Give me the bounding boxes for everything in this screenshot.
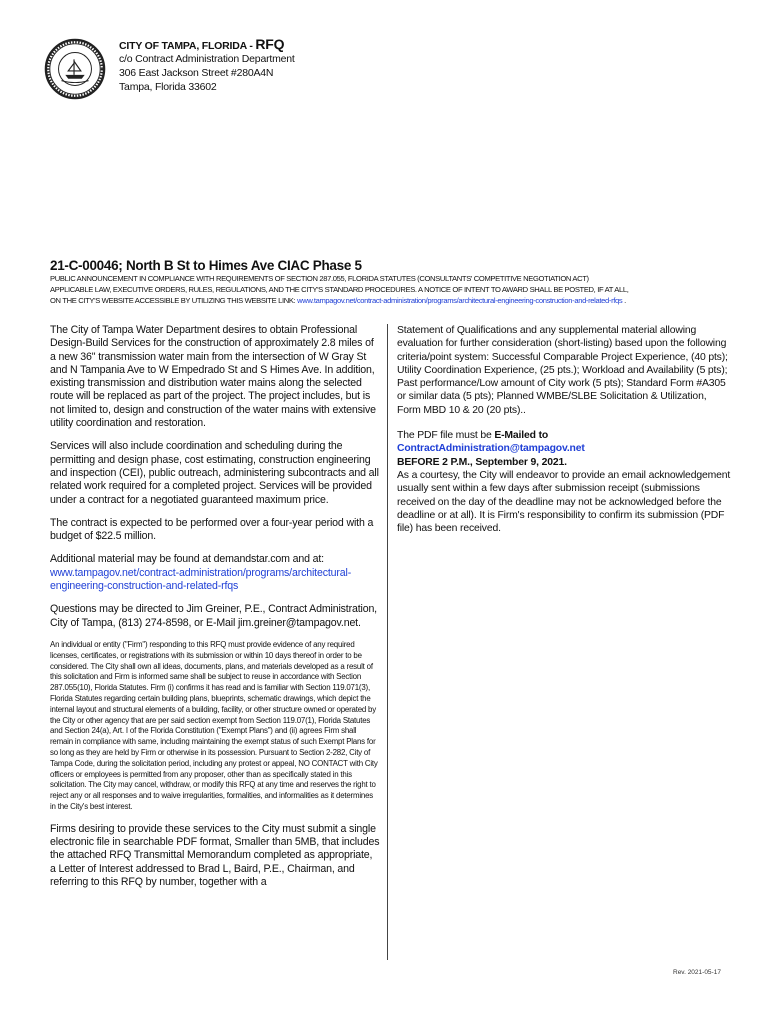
submission-email-link[interactable]: ContractAdministration@tampagov.net [397,443,585,455]
additional-material [50,553,380,593]
announcement-line3-prefix: ON THE CITY'S WEBSITE ACCESSIBLE BY UTILIZING THIS WEBSITE LINK: [50,296,298,305]
questions-contact: Questions may be directed to Jim Greiner, P.E., Contract Administration, City of Tampa, (813) 274-8598, or E-Mail jim.greiner@tampagov.net. [50,603,377,629]
left-column [50,324,380,899]
email-intro-bold: E-Mailed to [494,430,549,442]
revision-date: Rev. 2021-05-17 [673,969,721,976]
courtesy-note: As a courtesy, the City will endeavor to provide an email acknowledgement usually sent within a few days after submission receipt (submissions received on the day of the deadline may not be acknowledged before the deadline or at all). It is Firm's responsibility to confirm its submission (PDF file) has been received. [397,469,731,535]
announcement-website-link[interactable]: www.tampagov.net/contract-administration/programs/architectural-engineering-construction-and-related-rfqs [297,296,623,305]
submission-deadline: BEFORE 2 P.M., September 9, 2021. [397,456,567,468]
document-title: 21-C-00046; North B St to Himes Ave CIAC Phase 5 [50,258,362,273]
column-divider [387,324,388,960]
additional-material-text: Additional material may be found at demandstar.com and at: [50,553,324,566]
header-rfq: RFQ [255,36,285,52]
header-city-name: CITY OF TAMPA, FLORIDA - [119,40,256,52]
announcement-line2: APPLICABLE LAW, EXECUTIVE ORDERS, RULES, REGULATIONS, AND THE CITY'S STANDARD PROCEDURES. A NOTICE OF INTENT TO AWARD SHALL BE POSTED, IF AT ALL, [50,285,629,294]
legal-notice: An individual or entity ("Firm") responding to this RFQ must provide evidence of any required licenses, certificates, or registrations with its submission or within 10 days thereof in order to be considered. The City shall own all ideas, documents, plans, and materials developed as a result of this solicitation and Firm is informed same shall be subject to reuse in accordance with Section 287.055(10), Florida Statutes. Firm (i) confirms it has read and is familiar with Section 119.071(3), Florida Statutes regarding certain building plans, blueprints, schematic drawings, which depict the internal layout and structural elements of a building, facility, or other structure owned or operated by the City or other agency that are per said section exempt from Section 119.07(1), Florida Statutes and Section 24(a), Art. I of the Florida Constitution ("Exempt Plans") and (ii) agrees Firm shall remain in compliance with same, including maintaining the exempt status of such Exempt Plans for so long as they are held by Firm or otherwise in its possession. Pursuant to Section 2-282, City of Tampa Code, during the solicitation period, including any protest or appeal, NO CONTACT with City officers or employees is permitted from any proposer, other than as specifically stated in this solicitation. The City may cancel, withdraw, or modify this RFQ at any time and reserves the right to reject any or all responses and to waive irregularities, formalities, and informalities as it determines in the City's best interest. [50,639,378,811]
announcement-line3-suffix: . [622,296,626,305]
email-intro: The PDF file must be [397,430,495,442]
right-column [397,324,732,545]
services-description: Services will also include coordination and scheduling during the permitting and design phase, cost estimating, construction engineering and inspection (CEI), public outreach, administering subcontracts and all related work required for a completed project. Services will be provided under a contract for a negotiated guaranteed maximum price. [50,440,379,506]
announcement-line3 [50,295,740,306]
public-announcement [50,273,740,306]
header-address-line1: c/o Contract Administration Department [119,53,295,65]
additional-material-link[interactable]: www.tampagov.net/contract-administration/programs/architectural-engineering-construction-and-related-rfqs [50,566,352,593]
submission-instructions: Firms desiring to provide these services to the City must submit a single electronic file in searchable PDF format, Smaller than 5MB, that includes the attached RFQ Transmittal Memorandum completed as appropriate, a Letter of Interest addressed to Brad L, Baird, P.E., Chairman, and referring to this RFQ by number, together with a [50,822,380,888]
city-seal-logo [44,38,106,100]
evaluation-criteria: Statement of Qualifications and any supplemental material allowing evaluation for further consideration (short-listing) based upon the following criteria/point system: Successful Comparable Project Experience, (40 pts); Utility Coordination Experience, (25 pts.); Workload and Availability (5 pts); Past performance/Low amount of City work (5 pts); Standard Form #A305 or similar data (5 pts); Planned WMBE/SLBE Solicitation & Utilization, Form MBD 10 & 20 (20 pts).. [397,325,728,416]
email-submission [397,429,732,535]
contract-budget: The contract is expected to be performed over a four-year period with a budget of $22.5 million. [50,516,374,543]
project-description: The City of Tampa Water Department desires to obtain Professional Design-Build Services for the construction of approximately 2.8 miles of a new 36" transmission water main from the intersection of W Gray St and N Tampania Ave to W Empedrado St and S Himes Ave. In addition, existing transmission and distribution water mains along the selected route will be replaced as part of the project. The project includes, but is not limited to, design and construction of the water mains with extensive utility coordination and restoration. [50,324,376,430]
header-block [119,36,539,94]
header-city [119,36,539,52]
header-address-line3: Tampa, Florida 33602 [119,81,217,93]
announcement-line1: PUBLIC ANNOUNCEMENT IN COMPLIANCE WITH REQUIREMENTS OF SECTION 287.055, FLORIDA STATUTES (CONSULTANTS' COMPETITIVE NEGOTIATION ACT) [50,274,589,283]
header-address-line2: 306 East Jackson Street #280A4N [119,67,274,79]
